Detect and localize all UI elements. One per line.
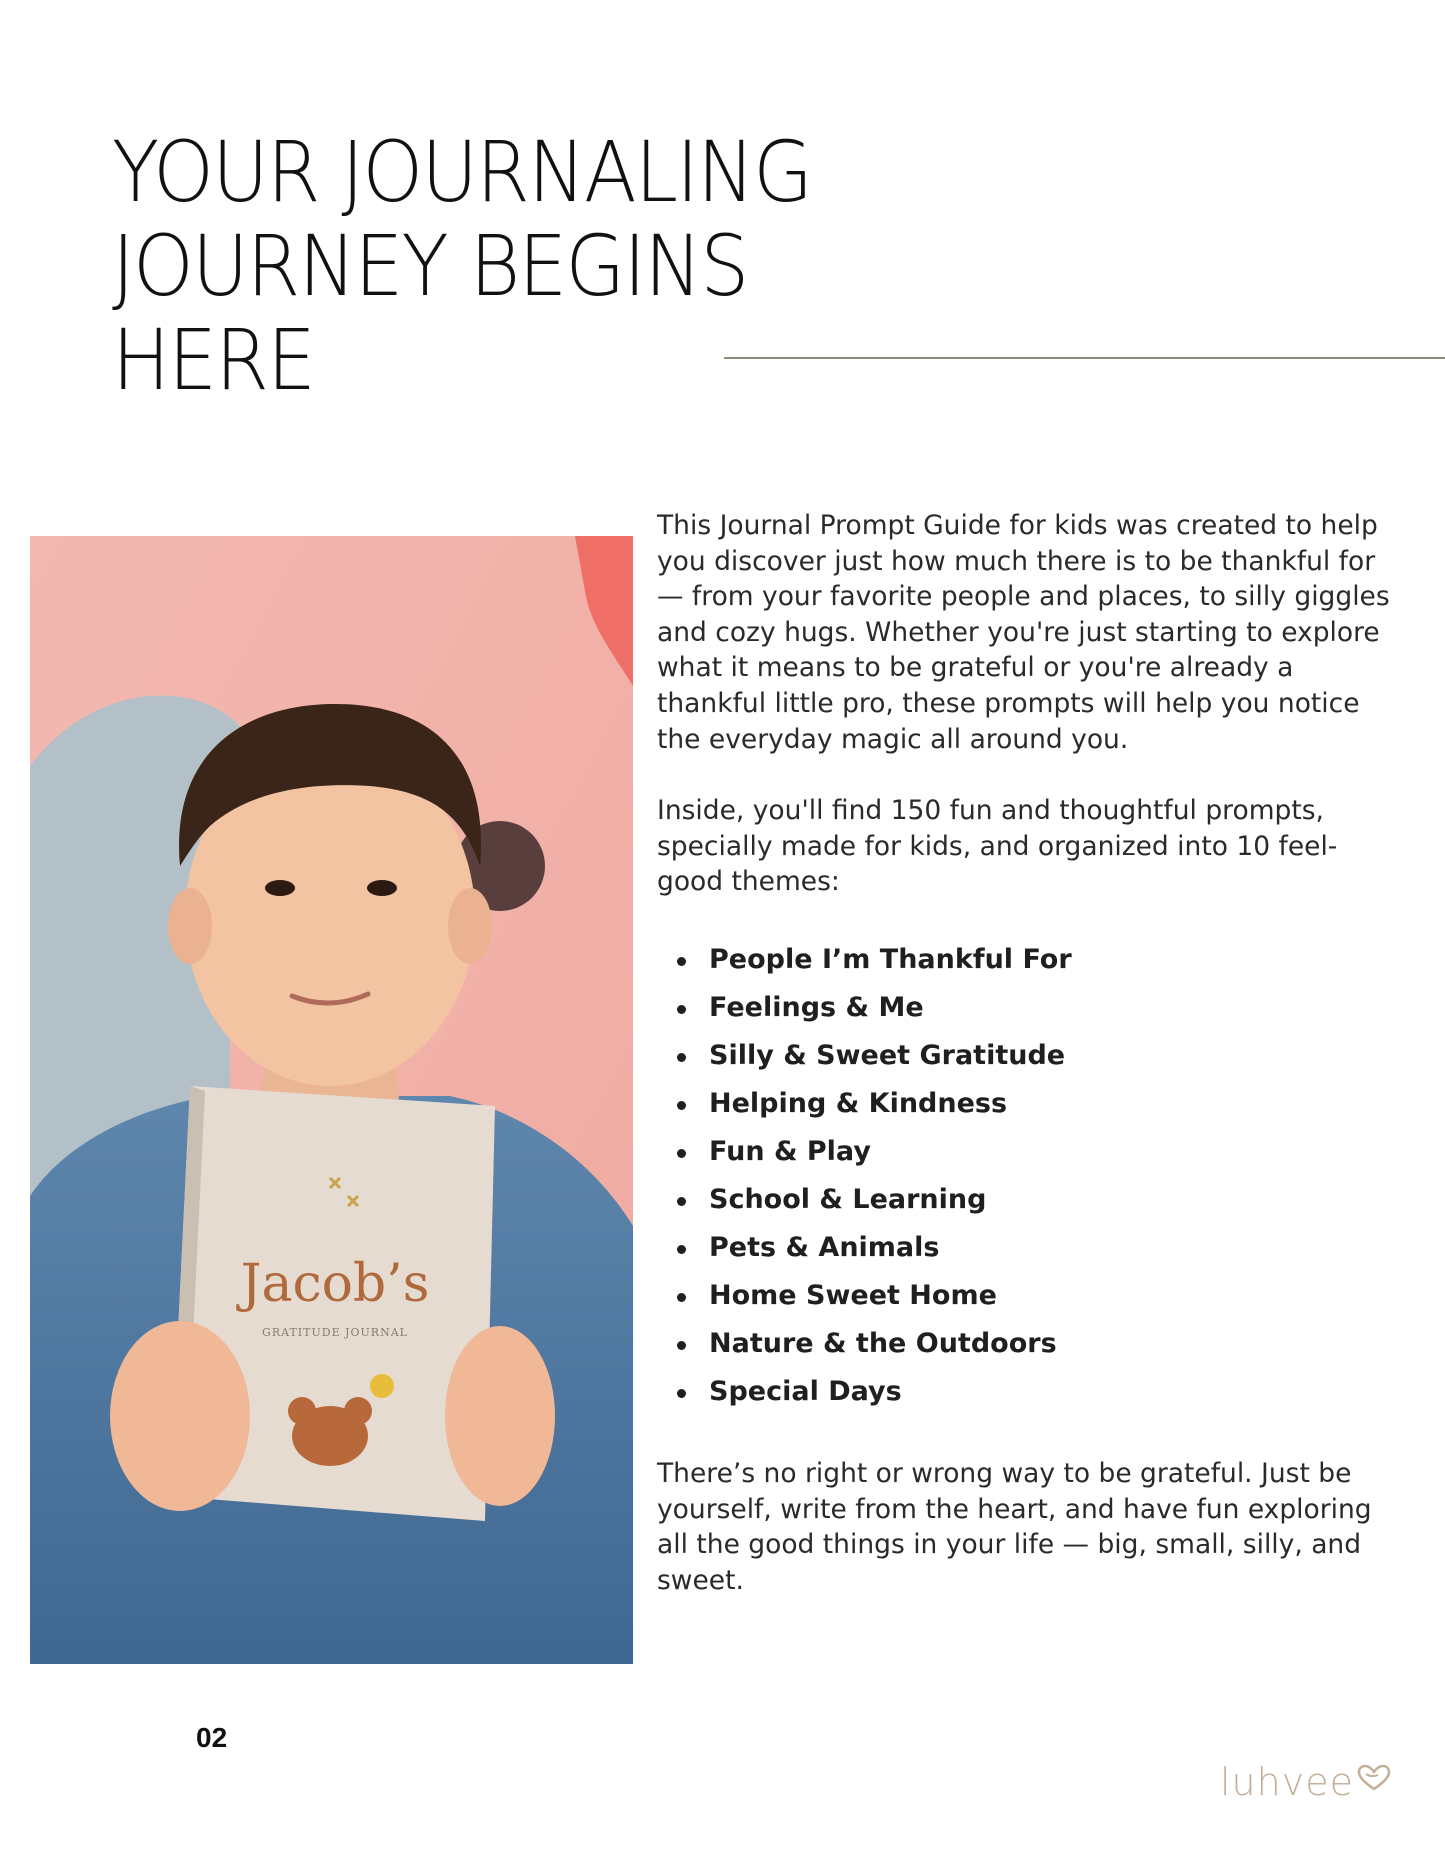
title-line-1: YOUR JOURNALING [112, 123, 812, 221]
right-hand [445, 1326, 555, 1506]
heart-icon [1356, 1764, 1392, 1796]
brand-logo [1220, 1760, 1392, 1804]
left-hand [110, 1321, 250, 1511]
page-number: 02 [196, 1722, 228, 1753]
themes-intro-paragraph: Inside, you'll find 150 fun and thoughtful prompts, specially made for kids, and organized into 10 feel-good themes: [657, 795, 1338, 898]
list-item: Helping & Kindness [657, 1080, 1402, 1128]
left-ear [168, 888, 212, 964]
page-title [112, 125, 872, 407]
title-line-3: HERE [112, 311, 315, 409]
title-divider [724, 357, 1445, 359]
child-holding-journal-photo [30, 536, 633, 1664]
theme-list [657, 936, 1402, 1416]
left-eye [265, 880, 295, 896]
list-item: Feelings & Me [657, 984, 1402, 1032]
right-ear [448, 888, 492, 964]
intro-content [657, 508, 1402, 1598]
list-item: Pets & Animals [657, 1224, 1402, 1272]
list-item: School & Learning [657, 1176, 1402, 1224]
list-item: Home Sweet Home [657, 1272, 1402, 1320]
flower-icon [370, 1374, 394, 1398]
list-item: People I’m Thankful For [657, 936, 1402, 984]
book-title: Jacob’s [240, 1254, 430, 1314]
closing-paragraph: There’s no right or wrong way to be grateful. Just be yourself, write from the heart, and have fun exploring all the good things in your life — big, small, silly, and sweet. [657, 1457, 1372, 1596]
right-eye [367, 880, 397, 896]
brand-name: luhvee [1220, 1760, 1354, 1804]
list-item: Nature & the Outdoors [657, 1320, 1402, 1368]
list-item: Fun & Play [657, 1128, 1402, 1176]
intro-paragraph: This Journal Prompt Guide for kids was created to help you discover just how much there is to be thankful for — from your favorite people and places, to silly giggles and cozy hugs. Whether you're just starting to explore what it means to be grateful or you're already a thankful little pro, these prompts will help you notice the everyday magic all around you. [657, 510, 1390, 755]
list-item: Silly & Sweet Gratitude [657, 1032, 1402, 1080]
title-line-2: JOURNEY BEGINS [112, 217, 748, 315]
list-item: Special Days [657, 1368, 1402, 1416]
book-subtitle: GRATITUDE JOURNAL [262, 1326, 408, 1339]
